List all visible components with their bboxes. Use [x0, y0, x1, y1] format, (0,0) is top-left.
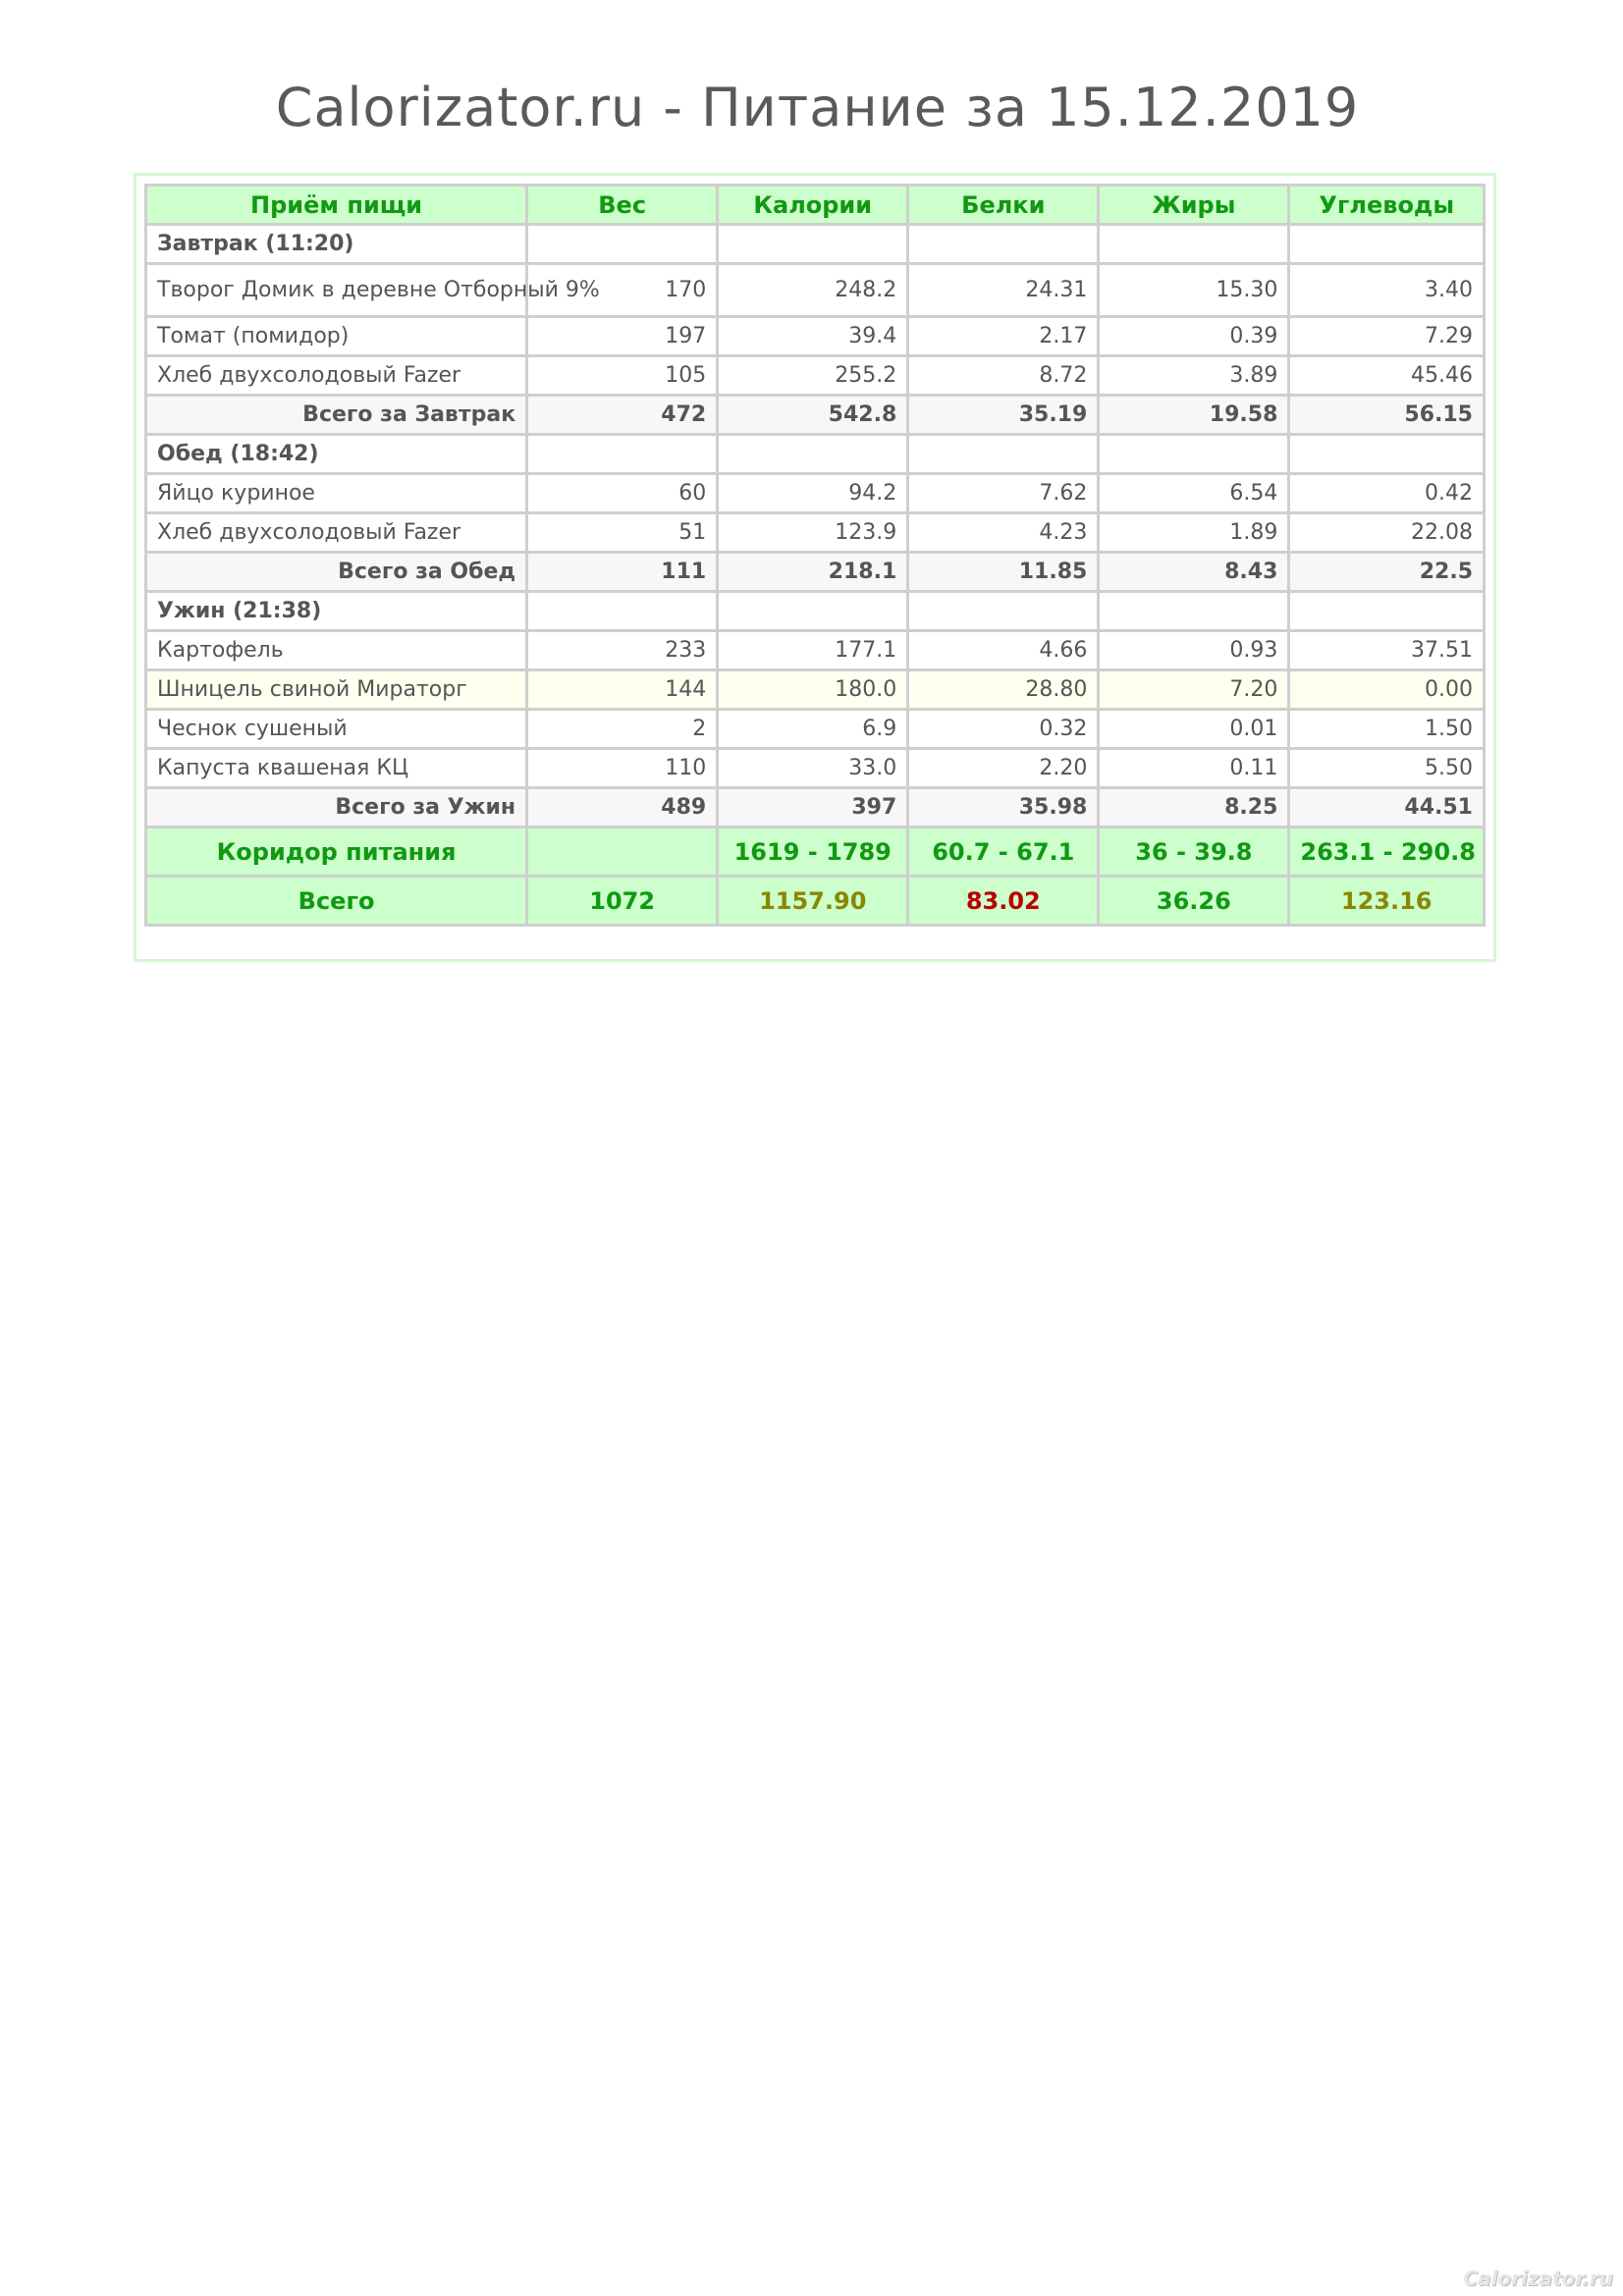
food-protein: 2.17	[908, 317, 1099, 356]
meal-total-label: Всего за Обед	[146, 553, 527, 592]
meal-row	[146, 435, 1485, 474]
total-protein: 35.98	[908, 788, 1099, 828]
food-kcal: 248.2	[718, 264, 908, 317]
header-row	[146, 186, 1485, 225]
grand-total-carbs: 123.16	[1289, 877, 1485, 926]
meal-row	[146, 225, 1485, 264]
total-kcal: 542.8	[718, 396, 908, 435]
food-row	[146, 317, 1485, 356]
food-fat: 0.01	[1099, 710, 1289, 749]
total-fat: 19.58	[1099, 396, 1289, 435]
corridor-fat: 36 - 39.8	[1099, 828, 1289, 877]
grand-total-weight: 1072	[527, 877, 718, 926]
food-protein: 4.66	[908, 631, 1099, 670]
meal-label: Ужин (21:38)	[146, 592, 527, 631]
watermark-logo: Calorizator.ru	[1463, 2267, 1613, 2290]
food-carbs: 37.51	[1289, 631, 1485, 670]
total-kcal: 218.1	[718, 553, 908, 592]
food-name: Хлеб двухсолодовый Fazer	[146, 356, 527, 396]
corridor-protein: 60.7 - 67.1	[908, 828, 1099, 877]
meal-label: Обед (18:42)	[146, 435, 527, 474]
food-weight: 60	[527, 474, 718, 513]
grand-total-fat: 36.26	[1099, 877, 1289, 926]
food-weight: 51	[527, 513, 718, 553]
food-protein: 4.23	[908, 513, 1099, 553]
food-carbs: 7.29	[1289, 317, 1485, 356]
header-protein: Белки	[908, 186, 1099, 225]
meal-row	[146, 592, 1485, 631]
meal-label: Завтрак (11:20)	[146, 225, 527, 264]
food-kcal: 180.0	[718, 670, 908, 710]
food-row	[146, 513, 1485, 553]
food-fat: 6.54	[1099, 474, 1289, 513]
total-protein: 11.85	[908, 553, 1099, 592]
food-row	[146, 631, 1485, 670]
total-weight: 472	[527, 396, 718, 435]
food-fat: 0.39	[1099, 317, 1289, 356]
food-fat: 15.30	[1099, 264, 1289, 317]
food-fat: 0.93	[1099, 631, 1289, 670]
meal-total-row	[146, 553, 1485, 592]
food-carbs: 0.00	[1289, 670, 1485, 710]
food-kcal: 255.2	[718, 356, 908, 396]
food-fat: 3.89	[1099, 356, 1289, 396]
grand-total-protein: 83.02	[908, 877, 1099, 926]
total-weight: 111	[527, 553, 718, 592]
food-weight: 105	[527, 356, 718, 396]
food-kcal: 123.9	[718, 513, 908, 553]
corridor-label: Коридор питания	[146, 828, 527, 877]
total-weight: 489	[527, 788, 718, 828]
total-fat: 8.43	[1099, 553, 1289, 592]
food-protein: 7.62	[908, 474, 1099, 513]
food-weight: 110	[527, 749, 718, 788]
food-kcal: 94.2	[718, 474, 908, 513]
header-weight: Вес	[527, 186, 718, 225]
corridor-kcal: 1619 - 1789	[718, 828, 908, 877]
header-meal: Приём пищи	[146, 186, 527, 225]
food-weight: 170	[527, 264, 718, 317]
total-fat: 8.25	[1099, 788, 1289, 828]
food-fat: 1.89	[1099, 513, 1289, 553]
meal-total-label: Всего за Завтрак	[146, 396, 527, 435]
header-calories: Калории	[718, 186, 908, 225]
food-name: Творог Домик в деревне Отборный 9%	[146, 264, 527, 317]
food-protein: 28.80	[908, 670, 1099, 710]
food-carbs: 1.50	[1289, 710, 1485, 749]
food-row-highlighted	[146, 670, 1485, 710]
food-name: Шницель свиной Мираторг	[146, 670, 527, 710]
food-name: Хлеб двухсолодовый Fazer	[146, 513, 527, 553]
meal-total-row	[146, 788, 1485, 828]
meal-total-row	[146, 396, 1485, 435]
total-protein: 35.19	[908, 396, 1099, 435]
food-name: Картофель	[146, 631, 527, 670]
page-title: Calorizator.ru - Питание за 15.12.2019	[275, 77, 1360, 138]
food-row	[146, 264, 1485, 317]
food-weight: 233	[527, 631, 718, 670]
food-carbs: 3.40	[1289, 264, 1485, 317]
grand-total-row	[146, 877, 1485, 926]
food-row	[146, 749, 1485, 788]
nutrition-corridor-row	[146, 828, 1485, 877]
food-protein: 0.32	[908, 710, 1099, 749]
food-weight: 2	[527, 710, 718, 749]
grand-total-kcal: 1157.90	[718, 877, 908, 926]
total-carbs: 56.15	[1289, 396, 1485, 435]
total-kcal: 397	[718, 788, 908, 828]
food-carbs: 45.46	[1289, 356, 1485, 396]
food-protein: 2.20	[908, 749, 1099, 788]
food-name: Капуста квашеная КЦ	[146, 749, 527, 788]
food-kcal: 177.1	[718, 631, 908, 670]
header-carbs: Углеводы	[1289, 186, 1485, 225]
food-name: Яйцо куриное	[146, 474, 527, 513]
corridor-carbs: 263.1 - 290.8	[1289, 828, 1485, 877]
food-weight: 197	[527, 317, 718, 356]
food-name: Томат (помидор)	[146, 317, 527, 356]
food-fat: 7.20	[1099, 670, 1289, 710]
food-row	[146, 710, 1485, 749]
grand-total-label: Всего	[146, 877, 527, 926]
food-kcal: 39.4	[718, 317, 908, 356]
header-fat: Жиры	[1099, 186, 1289, 225]
food-name: Чеснок сушеный	[146, 710, 527, 749]
food-row	[146, 356, 1485, 396]
food-protein: 8.72	[908, 356, 1099, 396]
nutrition-table	[144, 184, 1486, 927]
meal-total-label: Всего за Ужин	[146, 788, 527, 828]
food-carbs: 0.42	[1289, 474, 1485, 513]
food-carbs: 5.50	[1289, 749, 1485, 788]
corridor-weight	[527, 828, 718, 877]
food-row	[146, 474, 1485, 513]
food-carbs: 22.08	[1289, 513, 1485, 553]
total-carbs: 22.5	[1289, 553, 1485, 592]
food-fat: 0.11	[1099, 749, 1289, 788]
food-kcal: 33.0	[718, 749, 908, 788]
food-kcal: 6.9	[718, 710, 908, 749]
total-carbs: 44.51	[1289, 788, 1485, 828]
food-weight: 144	[527, 670, 718, 710]
food-protein: 24.31	[908, 264, 1099, 317]
